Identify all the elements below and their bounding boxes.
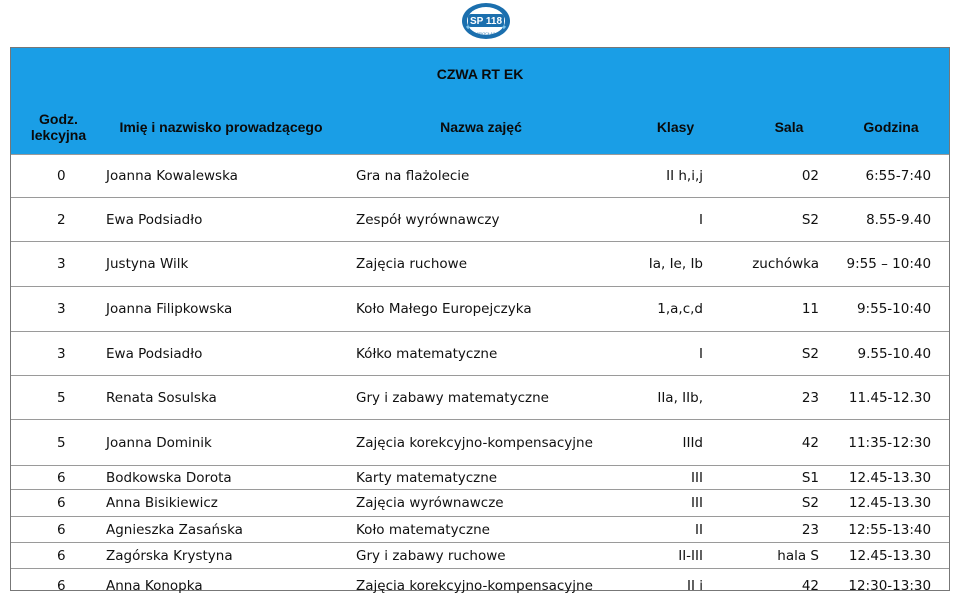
cell-room: 23 xyxy=(745,376,833,420)
header-time: Godzina xyxy=(833,100,949,155)
logo-text: SP 118 xyxy=(470,16,503,27)
cell-subject: Gra na flażolecie xyxy=(356,155,606,198)
cell-subject: Zajęcia korekcyjno-kompensacyjne xyxy=(356,569,606,603)
cell-classes: 1,a,c,d xyxy=(606,287,745,332)
table-row xyxy=(11,543,949,569)
cell-name: Zagórska Krystyna xyxy=(106,543,356,569)
table-row xyxy=(11,569,949,603)
cell-godz: 0 xyxy=(11,155,106,198)
table-row xyxy=(11,466,949,490)
cell-godz: 6 xyxy=(11,517,106,543)
table-row xyxy=(11,490,949,517)
table-row xyxy=(11,376,949,420)
table-row xyxy=(11,287,949,332)
table-row xyxy=(11,517,949,543)
cell-room: S2 xyxy=(745,198,833,242)
cell-subject: Koło matematyczne xyxy=(356,517,606,543)
table-row xyxy=(11,332,949,376)
cell-subject: Kółko matematyczne xyxy=(356,332,606,376)
cell-name: Agnieszka Zasańska xyxy=(106,517,356,543)
cell-time: 9.55-10.40 xyxy=(833,332,949,376)
cell-time: 6:55-7:40 xyxy=(833,155,949,198)
cell-name: Bodkowska Dorota xyxy=(106,466,356,490)
cell-subject: Gry i zabawy matematyczne xyxy=(356,376,606,420)
cell-room: hala S xyxy=(745,543,833,569)
cell-room: S2 xyxy=(745,332,833,376)
cell-room: S1 xyxy=(745,466,833,490)
cell-godz: 5 xyxy=(11,420,106,466)
header-subject: Nazwa zajęć xyxy=(356,100,606,155)
cell-classes: I xyxy=(606,332,745,376)
cell-subject: Zajęcia ruchowe xyxy=(356,242,606,287)
schedule-table xyxy=(11,48,949,603)
header-name: Imię i nazwisko prowadzącego xyxy=(106,100,356,155)
cell-classes: III xyxy=(606,466,745,490)
cell-room: 02 xyxy=(745,155,833,198)
cell-classes: II i xyxy=(606,569,745,603)
cell-room: 42 xyxy=(745,420,833,466)
cell-classes: II-III xyxy=(606,543,745,569)
table-title: CZWA RT EK xyxy=(11,48,949,100)
cell-classes: I xyxy=(606,198,745,242)
cell-time: 12:55-13:40 xyxy=(833,517,949,543)
table-row xyxy=(11,198,949,242)
cell-subject: Karty matematyczne xyxy=(356,466,606,490)
cell-classes: IIa, IIb, xyxy=(606,376,745,420)
cell-name: Joanna Dominik xyxy=(106,420,356,466)
header-row xyxy=(11,100,949,155)
cell-subject: Zespół wyrównawczy xyxy=(356,198,606,242)
cell-time: 12.45-13.30 xyxy=(833,490,949,517)
schedule-sheet xyxy=(10,47,950,591)
header-classes: Klasy xyxy=(606,100,745,155)
cell-godz: 2 xyxy=(11,198,106,242)
cell-godz: 3 xyxy=(11,287,106,332)
cell-name: Joanna Kowalewska xyxy=(106,155,356,198)
cell-subject: Zajęcia korekcyjno-kompensacyjne xyxy=(356,420,606,466)
cell-name: Anna Bisikiewicz xyxy=(106,490,356,517)
cell-name: Ewa Podsiadło xyxy=(106,332,356,376)
table-row xyxy=(11,420,949,466)
cell-godz: 3 xyxy=(11,242,106,287)
cell-godz: 5 xyxy=(11,376,106,420)
cell-room: S2 xyxy=(745,490,833,517)
cell-time: 9:55 – 10:40 xyxy=(833,242,949,287)
table-row xyxy=(11,155,949,198)
cell-classes: Ia, Ie, Ib xyxy=(606,242,745,287)
cell-time: 8.55-9.40 xyxy=(833,198,949,242)
cell-subject: Zajęcia wyrównawcze xyxy=(356,490,606,517)
cell-name: Joanna Filipkowska xyxy=(106,287,356,332)
school-logo xyxy=(461,2,511,40)
header-godz: Godz. lekcyjna xyxy=(11,100,106,155)
cell-godz: 3 xyxy=(11,332,106,376)
cell-subject: Koło Małego Europejczyka xyxy=(356,287,606,332)
cell-classes: II h,i,j xyxy=(606,155,745,198)
cell-time: 9:55-10:40 xyxy=(833,287,949,332)
cell-room: zuchówka xyxy=(745,242,833,287)
cell-godz: 6 xyxy=(11,490,106,517)
header-room: Sala xyxy=(745,100,833,155)
cell-room: 42 xyxy=(745,569,833,603)
cell-name: Justyna Wilk xyxy=(106,242,356,287)
cell-classes: III xyxy=(606,490,745,517)
cell-room: 11 xyxy=(745,287,833,332)
cell-classes: IIId xyxy=(606,420,745,466)
cell-time: 12.45-13.30 xyxy=(833,543,949,569)
cell-time: 12.45-13.30 xyxy=(833,466,949,490)
logo-subtext: WROCŁAW xyxy=(475,31,496,36)
cell-time: 12:30-13:30 xyxy=(833,569,949,603)
cell-name: Renata Sosulska xyxy=(106,376,356,420)
cell-name: Anna Konopka xyxy=(106,569,356,603)
table-row xyxy=(11,242,949,287)
title-row xyxy=(11,48,949,100)
cell-time: 11:35-12:30 xyxy=(833,420,949,466)
cell-godz: 6 xyxy=(11,569,106,603)
cell-room: 23 xyxy=(745,517,833,543)
cell-godz: 6 xyxy=(11,543,106,569)
cell-time: 11.45-12.30 xyxy=(833,376,949,420)
cell-subject: Gry i zabawy ruchowe xyxy=(356,543,606,569)
cell-godz: 6 xyxy=(11,466,106,490)
cell-classes: II xyxy=(606,517,745,543)
cell-name: Ewa Podsiadło xyxy=(106,198,356,242)
